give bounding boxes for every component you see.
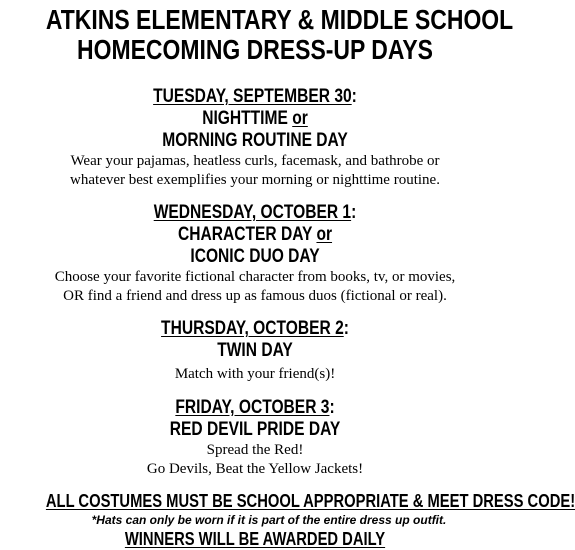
day-description-line: Match with your friend(s)! xyxy=(174,366,336,382)
day-theme-connector: or xyxy=(292,108,308,129)
day-date: THURSDAY, OCTOBER 2 xyxy=(161,318,344,339)
day-theme-line-1: TWIN DAY xyxy=(217,340,293,361)
day-date-line xyxy=(46,397,464,419)
title-line-2: HOMECOMING DRESS-UP DAYS xyxy=(77,34,433,65)
day-thursday xyxy=(0,318,510,384)
day-date: TUESDAY, SEPTEMBER 30 xyxy=(153,86,352,107)
date-colon: : xyxy=(329,397,335,418)
flyer-title xyxy=(0,4,514,65)
day-description-line: Choose your favorite fictional character from books, tv, or movies, xyxy=(54,269,456,285)
day-date-line xyxy=(46,202,464,224)
day-theme-line-1: RED DEVIL PRIDE DAY xyxy=(169,419,341,440)
day-theme: CHARACTER DAY xyxy=(177,224,313,245)
day-date: WEDNESDAY, OCTOBER 1 xyxy=(153,202,352,223)
date-colon: : xyxy=(343,318,349,339)
day-date-line xyxy=(46,86,464,108)
day-description-line: Wear your pajamas, heatless curls, facemask, and bathrobe or xyxy=(70,153,440,169)
day-tuesday xyxy=(0,86,510,190)
day-theme-line-2: MORNING ROUTINE DAY xyxy=(162,130,348,151)
day-theme-line-2: ICONIC DUO DAY xyxy=(190,246,320,267)
day-theme: NIGHTTIME xyxy=(202,108,288,129)
hat-note: *Hats can only be worn if it is part of the entire dress up outfit. xyxy=(91,513,447,527)
dress-code-rule: ALL COSTUMES MUST BE SCHOOL APPROPRIATE & MEET DRESS CODE! xyxy=(45,491,575,511)
day-theme-line-1 xyxy=(46,224,464,246)
day-description-line: whatever best exemplifies your morning or nighttime routine. xyxy=(70,172,440,188)
day-date: FRIDAY, OCTOBER 3 xyxy=(175,397,330,418)
day-description-line: Go Devils, Beat the Yellow Jackets! xyxy=(146,461,364,477)
day-wednesday xyxy=(0,202,510,306)
winners-notice: WINNERS WILL BE AWARDED DAILY xyxy=(124,529,386,549)
title-line-1: ATKINS ELEMENTARY & MIDDLE SCHOOL xyxy=(45,4,514,35)
flyer-footer xyxy=(0,490,575,550)
day-friday xyxy=(0,397,510,479)
day-theme-connector: or xyxy=(316,224,333,245)
date-colon: : xyxy=(351,202,357,223)
day-theme-line-1 xyxy=(46,108,464,130)
day-date-line xyxy=(46,318,464,340)
day-description-line: OR find a friend and dress up as famous duos (fictional or real). xyxy=(63,288,447,304)
date-colon: : xyxy=(351,86,357,107)
day-description-line: Spread the Red! xyxy=(206,442,304,458)
